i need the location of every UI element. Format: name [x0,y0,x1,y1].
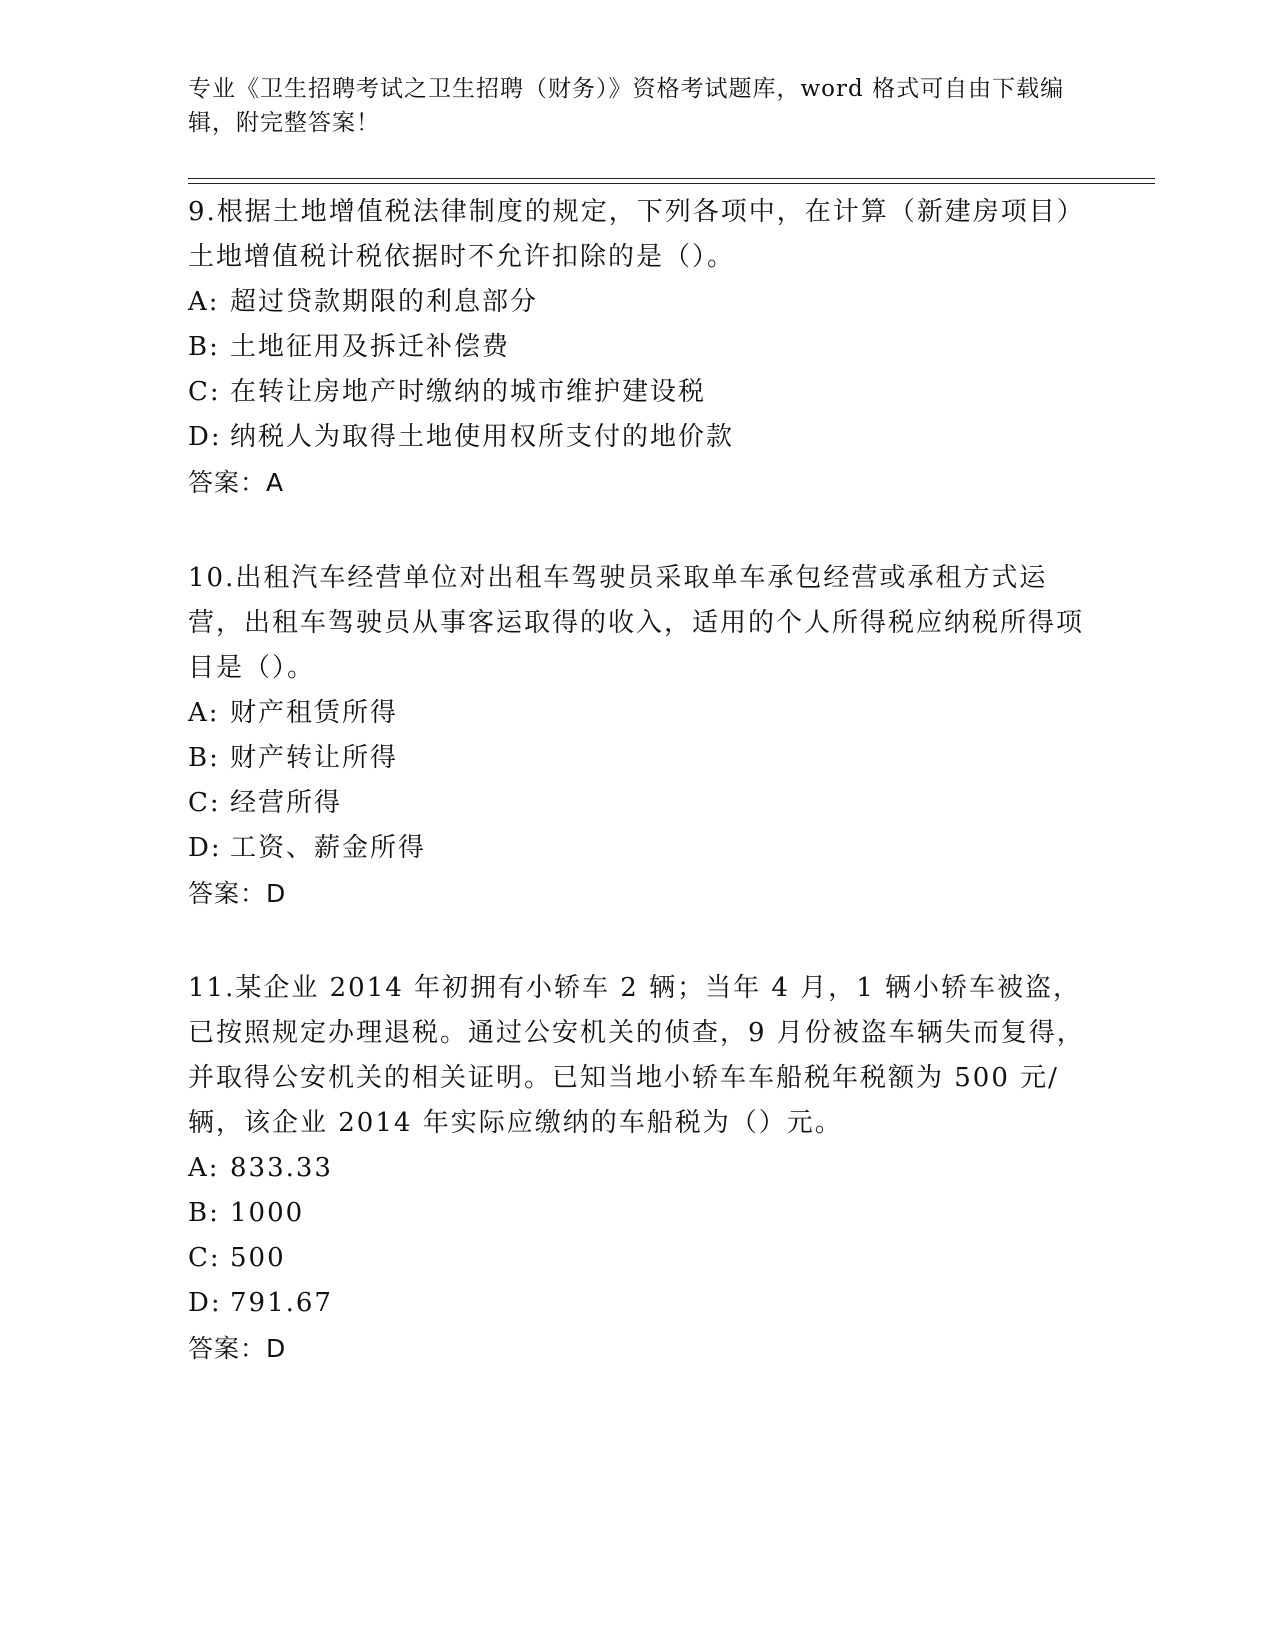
option-key: A: [188,698,220,728]
option-b [188,736,1088,781]
option-text: 财产转让所得 [230,743,399,773]
option-b [188,325,1088,370]
answer-line: 答案：D [188,879,287,908]
question-11 [188,966,1088,1371]
option-text: 500 [230,1243,286,1273]
option-text: 土地征用及拆迁补偿费 [230,332,511,362]
option-text: 1000 [230,1198,305,1228]
option-text: 工资、薪金所得 [230,833,427,863]
option-d [188,1281,1088,1326]
option-key: A: [188,287,220,317]
question-stem: 10.出租汽车经营单位对出租车驾驶员采取单车承包经营或承租方式运营，出租车驾驶员从事客运取得的收入，适用的个人所得税应纳税所得项目是（）。 [188,563,1085,683]
option-key: D: [188,833,222,863]
option-d [188,826,1088,871]
option-key: C: [188,788,221,818]
option-key: D: [188,422,222,452]
option-a [188,1146,1088,1191]
option-c [188,781,1088,826]
option-text: 791.67 [230,1288,333,1318]
option-key: B: [188,1198,220,1228]
option-text: 833.33 [230,1153,333,1183]
option-text: 纳税人为取得土地使用权所支付的地价款 [230,422,735,452]
header-text: 专业《卫生招聘考试之卫生招聘（财务）》资格考试题库，word 格式可自由下载编辑，附完整答案！ [188,76,1065,136]
option-key: B: [188,743,220,773]
option-b [188,1191,1088,1236]
question-9 [188,190,1088,505]
option-key: D: [188,1288,222,1318]
option-d [188,415,1088,460]
answer-line: 答案：D [188,1334,287,1363]
option-key: C: [188,1243,221,1273]
option-key: C: [188,377,221,407]
option-text: 在转让房地产时缴纳的城市维护建设税 [230,377,707,407]
answer-line: 答案：A [188,468,285,497]
document-header [188,72,1088,140]
option-key: B: [188,332,220,362]
header-divider-top [188,178,1155,179]
option-text: 经营所得 [230,788,343,818]
option-text: 超过贷款期限的利息部分 [230,287,539,317]
question-stem: 9.根据土地增值税法律制度的规定，下列各项中，在计算（新建房项目）土地增值税计税依据时不允许扣除的是（）。 [188,197,1085,272]
option-a [188,280,1088,325]
question-stem: 11.某企业 2014 年初拥有小轿车 2 辆；当年 4 月，1 辆小轿车被盗，已按照规定办理退税。通过公安机关的侦查，9 月份被盗车辆失而复得，并取得公安机关的相关证明。已知当地小轿车车船税年税额为 500 元/辆，该企业 2014 年实际应缴纳的车船税为（）元。 [188,973,1085,1138]
option-key: A: [188,1153,220,1183]
header-divider-bottom [188,183,1155,184]
option-text: 财产租赁所得 [230,698,399,728]
question-10 [188,556,1088,916]
option-c [188,1236,1088,1281]
option-a [188,691,1088,736]
option-c [188,370,1088,415]
